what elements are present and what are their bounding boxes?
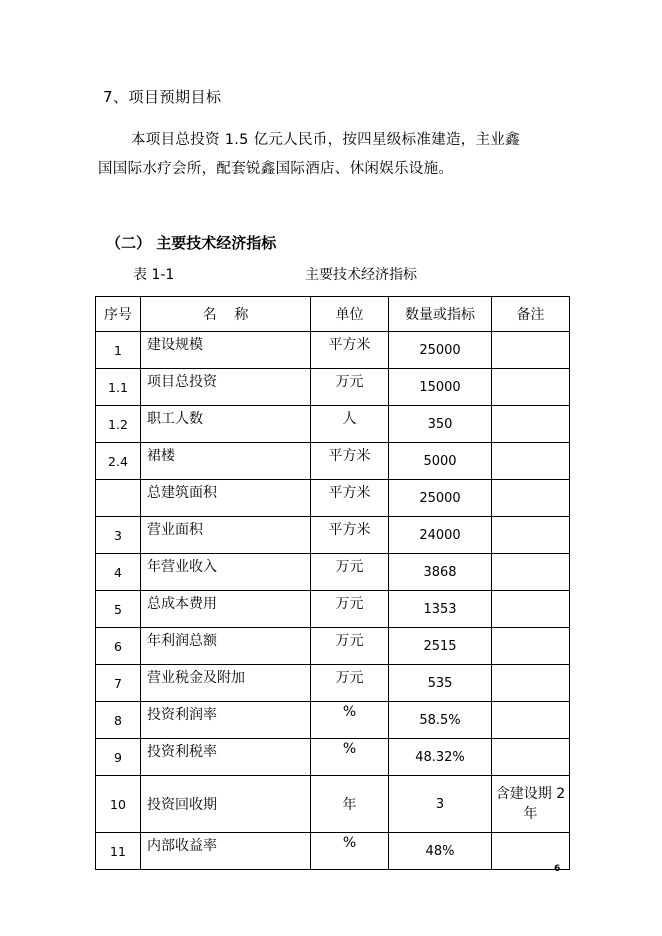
page-number: 6 (554, 864, 561, 874)
cell-seq: 3 (96, 517, 141, 554)
header-seq: 序号 (96, 297, 141, 332)
cell-value: 2515 (389, 628, 492, 665)
cell-note: 含建设期 2 年 (492, 776, 570, 833)
cell-seq: 5 (96, 591, 141, 628)
cell-seq: 9 (96, 739, 141, 776)
cell-seq: 1 (96, 332, 141, 369)
cell-note (492, 554, 570, 591)
table-title: 主要技术经济指标 (305, 267, 417, 283)
cell-value: 1353 (389, 591, 492, 628)
cell-value: 48% (389, 833, 492, 870)
cell-unit: % (311, 833, 389, 870)
cell-name: 年营业收入 (141, 554, 311, 591)
cell-value: 535 (389, 665, 492, 702)
table-row (96, 776, 570, 833)
table-header-row (96, 297, 570, 332)
cell-note (492, 406, 570, 443)
cell-note (492, 517, 570, 554)
table-row (96, 406, 570, 443)
table-row (96, 591, 570, 628)
cell-value: 25000 (389, 480, 492, 517)
table-row (96, 480, 570, 517)
cell-note (492, 332, 570, 369)
cell-unit: 平方米 (311, 517, 389, 554)
cell-value: 350 (389, 406, 492, 443)
cell-unit: 万元 (311, 369, 389, 406)
cell-note (492, 480, 570, 517)
section-2-heading: （二） 主要技术经济指标 (106, 234, 277, 252)
cell-unit: 年 (311, 776, 389, 833)
cell-seq: 7 (96, 665, 141, 702)
cell-unit: 万元 (311, 628, 389, 665)
cell-name: 年利润总额 (141, 628, 311, 665)
cell-seq: 1.2 (96, 406, 141, 443)
paragraph-line-2: 国国际水疗会所，配套锐鑫国际酒店、休闲娱乐设施。 (98, 161, 454, 177)
cell-note (492, 628, 570, 665)
cell-seq (96, 480, 141, 517)
cell-value: 48.32% (389, 739, 492, 776)
cell-unit: % (311, 702, 389, 739)
cell-unit: 万元 (311, 591, 389, 628)
cell-note (492, 369, 570, 406)
cell-seq: 8 (96, 702, 141, 739)
cell-value: 24000 (389, 517, 492, 554)
cell-name: 投资回收期 (141, 776, 311, 833)
metrics-table (95, 296, 570, 870)
table-row (96, 332, 570, 369)
cell-note (492, 665, 570, 702)
cell-name: 裙楼 (141, 443, 311, 480)
cell-name: 总成本费用 (141, 591, 311, 628)
cell-unit: 人 (311, 406, 389, 443)
cell-seq: 4 (96, 554, 141, 591)
table-row (96, 517, 570, 554)
cell-name: 营业面积 (141, 517, 311, 554)
paragraph-line-1: 本项目总投资 1.5 亿元人民币，按四星级标准建造，主业鑫 (131, 132, 520, 148)
cell-unit: 平方米 (311, 443, 389, 480)
cell-name: 投资利润率 (141, 702, 311, 739)
cell-name: 总建筑面积 (141, 480, 311, 517)
cell-seq: 1.1 (96, 369, 141, 406)
cell-unit: 万元 (311, 665, 389, 702)
cell-note (492, 702, 570, 739)
table-row (96, 665, 570, 702)
table-row (96, 443, 570, 480)
cell-seq: 2.4 (96, 443, 141, 480)
cell-name: 营业税金及附加 (141, 665, 311, 702)
cell-unit: 平方米 (311, 480, 389, 517)
cell-seq: 11 (96, 833, 141, 870)
header-value: 数量或指标 (389, 297, 492, 332)
section-7-heading: 7、项目预期目标 (103, 88, 222, 106)
cell-note (492, 739, 570, 776)
cell-value: 25000 (389, 332, 492, 369)
cell-note (492, 591, 570, 628)
cell-value: 58.5% (389, 702, 492, 739)
cell-seq: 6 (96, 628, 141, 665)
table-row (96, 554, 570, 591)
cell-note (492, 443, 570, 480)
cell-value: 3 (389, 776, 492, 833)
cell-name: 内部收益率 (141, 833, 311, 870)
table-row (96, 628, 570, 665)
cell-unit: 平方米 (311, 332, 389, 369)
cell-seq: 10 (96, 776, 141, 833)
cell-value: 5000 (389, 443, 492, 480)
table-row (96, 833, 570, 870)
table-row (96, 369, 570, 406)
cell-value: 15000 (389, 369, 492, 406)
cell-name: 职工人数 (141, 406, 311, 443)
cell-value: 3868 (389, 554, 492, 591)
cell-unit: 万元 (311, 554, 389, 591)
cell-name: 投资利税率 (141, 739, 311, 776)
project-goal-paragraph (98, 126, 568, 184)
cell-name: 项目总投资 (141, 369, 311, 406)
header-name: 名 称 (141, 297, 311, 332)
table-row (96, 702, 570, 739)
table-label: 表 1-1 (133, 267, 175, 283)
table-row (96, 739, 570, 776)
header-note: 备注 (492, 297, 570, 332)
cell-unit: % (311, 739, 389, 776)
cell-name: 建设规模 (141, 332, 311, 369)
header-unit: 单位 (311, 297, 389, 332)
